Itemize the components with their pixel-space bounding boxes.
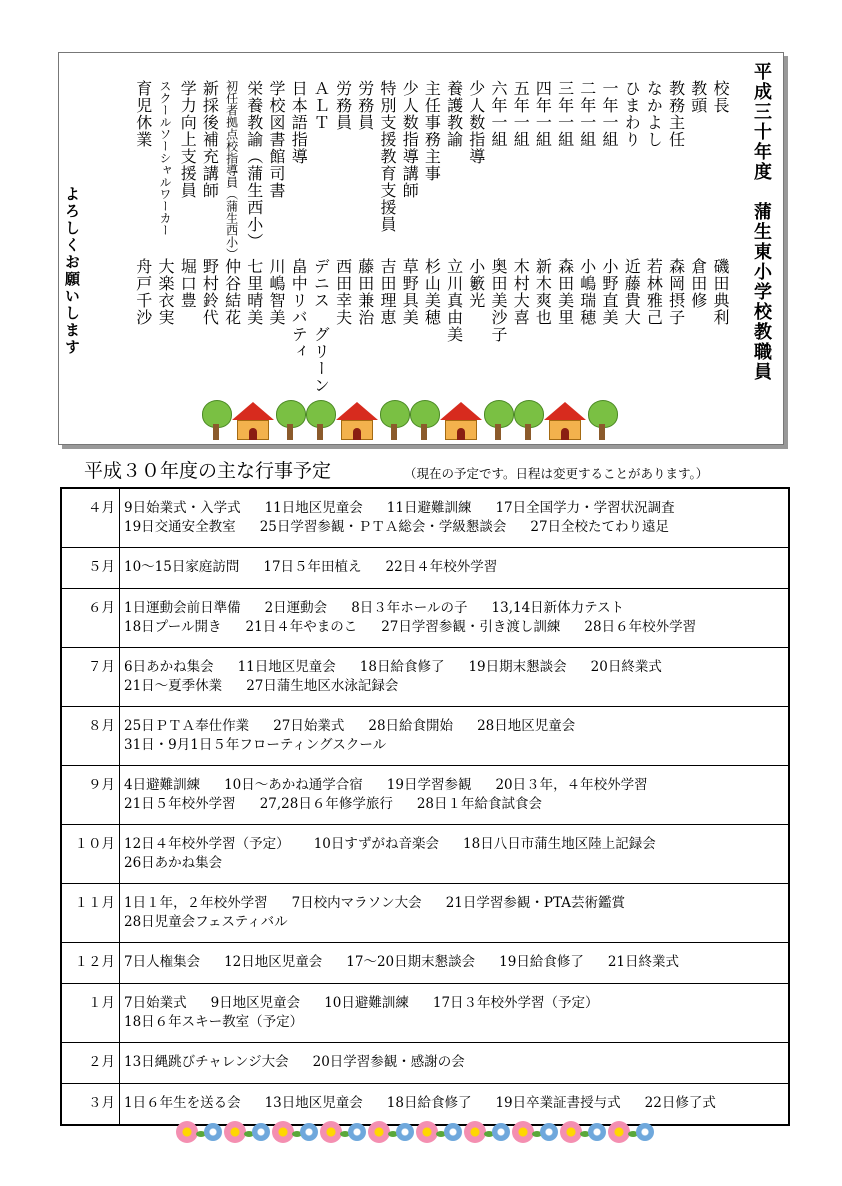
staff-role: スクールソーシャルワーカー xyxy=(158,80,172,236)
staff-name: 倉田修 xyxy=(688,258,708,309)
event-line xyxy=(124,776,788,795)
flower-icon xyxy=(252,1123,270,1141)
flower-icon xyxy=(512,1121,534,1143)
event-item: 6日あかね集会 xyxy=(124,659,214,675)
event-item: 10日避難訓練 xyxy=(324,995,409,1011)
event-item: 7日始業式 xyxy=(124,995,187,1011)
event-items xyxy=(120,548,790,589)
flower-icon xyxy=(176,1121,198,1143)
event-row xyxy=(61,1043,789,1084)
tree-icon xyxy=(380,400,408,440)
event-item: 18日給食修了 xyxy=(359,659,445,675)
staff-role: 学校図書館司書 xyxy=(267,80,286,199)
event-item: 17～20日期末懇談会 xyxy=(346,954,476,970)
event-line xyxy=(124,1013,788,1032)
staff-name: 小嶋瑞穂 xyxy=(577,258,597,326)
event-line xyxy=(124,1094,788,1113)
event-month: ９月 xyxy=(61,766,120,825)
staff-name: 森岡摂子 xyxy=(666,258,686,326)
tree-icon xyxy=(514,400,542,440)
event-month: ５月 xyxy=(61,548,120,589)
event-item: 27日学習参観・引き渡し訓練 xyxy=(381,619,561,635)
event-items xyxy=(120,488,790,548)
event-line xyxy=(124,558,788,577)
staff-role: 初任者拠点校指導員（蒲生西小） xyxy=(224,80,239,260)
staff-name: 七里晴美 xyxy=(244,258,264,326)
staff-role: 二年一組 xyxy=(577,80,597,148)
event-month: ２月 xyxy=(61,1043,120,1084)
events-heading: 平成３０年度の主な行事予定 xyxy=(84,460,332,482)
event-month: ８月 xyxy=(61,707,120,766)
event-month: １１月 xyxy=(61,884,120,943)
event-item: 11日地区児童会 xyxy=(264,500,363,516)
staff-role: 六年一組 xyxy=(489,80,508,148)
event-items xyxy=(120,648,790,707)
event-item: 10～15日家庭訪問 xyxy=(124,559,240,575)
event-item: 1日運動会前日準備 xyxy=(124,600,241,616)
event-item: 28日児童会フェスティバル xyxy=(124,914,288,930)
event-row xyxy=(61,707,789,766)
house-icon xyxy=(232,402,274,442)
flower-icon xyxy=(272,1121,294,1143)
staff-name: 野村鈴代 xyxy=(200,258,220,326)
staff-name: 堀口豊 xyxy=(178,258,198,309)
event-month: ７月 xyxy=(61,648,120,707)
staff-role: 一年一組 xyxy=(600,80,619,148)
staff-name: 藤田兼治 xyxy=(355,258,375,326)
event-line xyxy=(124,677,788,696)
event-line xyxy=(124,795,788,814)
event-item: 31日・9月1日５年フローティングスクール xyxy=(124,737,387,753)
tree-icon xyxy=(484,400,512,440)
event-row xyxy=(61,884,789,943)
event-month: ３月 xyxy=(61,1084,120,1126)
event-line xyxy=(124,499,788,518)
event-item: 4日避難訓練 xyxy=(124,777,201,793)
staff-name: 新木爽也 xyxy=(533,258,553,326)
event-month: １２月 xyxy=(61,943,120,984)
flower-icon xyxy=(368,1121,390,1143)
house-icon xyxy=(440,402,482,442)
staff-name: 大楽衣実 xyxy=(156,258,175,326)
flower-icon xyxy=(396,1123,414,1141)
event-row xyxy=(61,589,789,648)
staff-role: 三年一組 xyxy=(555,80,575,148)
flower-icon xyxy=(608,1121,630,1143)
event-items xyxy=(120,825,790,884)
event-line xyxy=(124,736,788,755)
event-item: 12日地区児童会 xyxy=(224,954,323,970)
staff-role: 養護教諭 xyxy=(444,80,464,148)
staff-name: 小野直美 xyxy=(600,258,619,326)
flower-icon xyxy=(300,1123,318,1141)
staff-role: 特別支援教育支援員 xyxy=(378,80,397,233)
event-item: 19日給食修了 xyxy=(499,954,584,970)
staff-role: 少人数指導講師 xyxy=(400,80,420,199)
event-item: 13,14日新体力テスト xyxy=(491,600,625,616)
event-item: 11日地区児童会 xyxy=(237,659,336,675)
event-line xyxy=(124,953,788,972)
staff-name: 小籔光 xyxy=(466,258,486,309)
event-line xyxy=(124,913,788,932)
closing-message: よろしくお願いします xyxy=(63,186,81,356)
event-item: 26日あかね集会 xyxy=(124,855,223,871)
tree-icon xyxy=(410,400,438,440)
event-item: 27日全校たてわり遠足 xyxy=(530,519,670,535)
flower-icon xyxy=(224,1121,246,1143)
staff-name: 草野具美 xyxy=(400,258,420,326)
flower-icon xyxy=(492,1123,510,1141)
event-item: 22日４年校外学習 xyxy=(385,559,498,575)
flower-icon xyxy=(416,1121,438,1143)
event-line xyxy=(124,994,788,1013)
tree-icon xyxy=(588,400,616,440)
event-item: 9日始業式・入学式 xyxy=(124,500,241,516)
event-month: ４月 xyxy=(61,488,120,548)
flower-icon xyxy=(464,1121,486,1143)
event-item: 1日１年，２年校外学習 xyxy=(124,895,268,911)
event-line xyxy=(124,1053,788,1072)
flower-icon xyxy=(540,1123,558,1141)
event-items xyxy=(120,766,790,825)
flower-icon xyxy=(588,1123,606,1141)
event-item: 8日３年ホールの子 xyxy=(351,600,468,616)
event-items xyxy=(120,589,790,648)
event-item: 12日４年校外学習（予定） xyxy=(124,836,290,852)
staff-name: 吉田理恵 xyxy=(378,258,397,326)
event-item: 17日３年校外学習（予定） xyxy=(432,995,599,1011)
event-item: 19日学習参観 xyxy=(386,777,472,793)
event-item: 20日学習参観・感謝の会 xyxy=(312,1054,465,1070)
staff-name: 立川真由美 xyxy=(444,258,464,343)
event-item: 18日八日市蒲生地区陸上記録会 xyxy=(463,836,656,852)
staff-role: なかよし xyxy=(644,80,664,148)
event-item: 21日５年校外学習 xyxy=(124,796,236,812)
event-item: 9日地区児童会 xyxy=(210,995,301,1011)
event-row xyxy=(61,984,789,1043)
event-item: 13日地区児童会 xyxy=(264,1095,363,1111)
event-item: 19日期末懇談会 xyxy=(468,659,567,675)
event-item: 28日１年給食試食会 xyxy=(416,796,543,812)
staff-role: 教頭 xyxy=(688,80,708,114)
event-item: 21日終業式 xyxy=(607,954,680,970)
staff-role: 五年一組 xyxy=(511,80,531,148)
event-item: 13日縄跳びチャレンジ大会 xyxy=(124,1054,289,1070)
staff-role: 主任事務主事 xyxy=(422,80,442,182)
event-items xyxy=(120,707,790,766)
house-icon xyxy=(544,402,586,442)
staff-name: 森田美里 xyxy=(555,258,575,326)
event-item: 18日給食修了 xyxy=(386,1095,472,1111)
event-line xyxy=(124,894,788,913)
event-item: 21日４年やまのこ xyxy=(245,619,358,635)
staff-role: 学力向上支援員 xyxy=(178,80,198,199)
event-item: 25日学習参観・ＰＴＡ総会・学級懇談会 xyxy=(259,519,507,535)
event-line xyxy=(124,717,788,736)
event-item: 28日給食開始 xyxy=(368,718,454,734)
staff-role: 栄養教諭（蒲生西小） xyxy=(244,80,264,250)
event-item: 19日卒業証書授与式 xyxy=(495,1095,621,1111)
event-row xyxy=(61,548,789,589)
event-item: 27日始業式 xyxy=(273,718,345,734)
event-item: 18日６年スキー教室（予定） xyxy=(124,1014,304,1030)
flower-icon xyxy=(204,1123,222,1141)
flower-icon xyxy=(560,1121,582,1143)
staff-role: 四年一組 xyxy=(533,80,553,148)
event-items xyxy=(120,1043,790,1084)
event-item: 7日校内マラソン大会 xyxy=(291,895,422,911)
event-items xyxy=(120,984,790,1043)
event-item: 7日人権集会 xyxy=(124,954,201,970)
event-item: 28日６年校外学習 xyxy=(584,619,697,635)
event-item: 11日避難訓練 xyxy=(386,500,472,516)
staff-role: 校長 xyxy=(711,80,730,114)
event-row xyxy=(61,488,789,548)
tree-icon xyxy=(276,400,304,440)
event-item: 1日６年生を送る会 xyxy=(124,1095,241,1111)
event-row xyxy=(61,825,789,884)
events-note: （現在の予定です。日程は変更することがあります。） xyxy=(404,466,709,481)
event-item: 18日プール開き xyxy=(124,619,222,635)
staff-role: 日本語指導 xyxy=(289,80,309,165)
staff-role: 育児休業 xyxy=(133,80,153,148)
staff-name: 川嶋智美 xyxy=(267,258,286,326)
staff-role: ＡＬＴ xyxy=(311,80,331,131)
staff-role: ひまわり xyxy=(622,80,642,148)
tree-icon xyxy=(306,400,334,440)
event-month: １０月 xyxy=(61,825,120,884)
event-line xyxy=(124,518,788,537)
event-item: 17日全国学力・学習状況調査 xyxy=(495,500,675,516)
event-line xyxy=(124,658,788,677)
event-item: 27,28日６年修学旅行 xyxy=(259,796,393,812)
staff-role: 少人数指導 xyxy=(466,80,486,165)
flower-border xyxy=(176,1117,656,1147)
flower-icon xyxy=(320,1121,342,1143)
events-table xyxy=(60,487,790,1126)
event-item: 20日終業式 xyxy=(590,659,662,675)
flower-icon xyxy=(348,1123,366,1141)
event-item: 20日３年，４年校外学習 xyxy=(495,777,648,793)
tree-icon xyxy=(202,400,230,440)
staff-role: 労務員 xyxy=(333,80,353,131)
staff-name: 畠中リバティ xyxy=(289,258,309,360)
event-item: 2日運動会 xyxy=(264,600,328,616)
staff-role: 新採後補充講師 xyxy=(200,80,220,199)
event-item: 17日５年田植え xyxy=(263,559,362,575)
event-month: ６月 xyxy=(61,589,120,648)
event-line xyxy=(124,854,788,873)
event-item: 27日蒲生地区水泳記録会 xyxy=(246,678,399,694)
event-items xyxy=(120,884,790,943)
event-item: 22日修了式 xyxy=(644,1095,716,1111)
staff-name: 近藤貴大 xyxy=(622,258,642,326)
event-line xyxy=(124,618,788,637)
staff-name: 仲谷結花 xyxy=(222,258,242,326)
staff-name: 奥田美沙子 xyxy=(489,258,508,343)
event-row xyxy=(61,766,789,825)
event-item: 25日ＰＴＡ奉仕作業 xyxy=(124,718,250,734)
event-item: 10日～あかね通学合宿 xyxy=(224,777,363,793)
event-item: 28日地区児童会 xyxy=(477,718,576,734)
staff-role: 教務主任 xyxy=(666,80,686,148)
event-item: 19日交通安全教室 xyxy=(124,519,236,535)
staff-title: 平成三十年度 蒲生東小学校教職員 xyxy=(751,62,772,382)
staff-name: 若林雅己 xyxy=(644,258,664,326)
event-line xyxy=(124,599,788,618)
house-icon xyxy=(336,402,378,442)
event-row xyxy=(61,648,789,707)
event-line xyxy=(124,835,788,854)
event-row xyxy=(61,943,789,984)
staff-name: 杉山美穂 xyxy=(422,258,442,326)
event-item: 10日すずがね音楽会 xyxy=(313,836,440,852)
event-items xyxy=(120,943,790,984)
staff-name: 舟戸千沙 xyxy=(133,258,153,326)
flower-icon xyxy=(444,1123,462,1141)
staff-name: デニス グリーン xyxy=(311,258,331,394)
staff-name: 木村大喜 xyxy=(511,258,531,326)
flower-icon xyxy=(636,1123,654,1141)
staff-name: 西田幸夫 xyxy=(333,258,353,326)
event-item: 21日学習参観・PTA芸術鑑賞 xyxy=(445,895,625,911)
event-item: 21日～夏季休業 xyxy=(124,678,223,694)
staff-role: 労務員 xyxy=(355,80,375,131)
event-month: １月 xyxy=(61,984,120,1043)
staff-name: 磯田典利 xyxy=(711,258,730,326)
